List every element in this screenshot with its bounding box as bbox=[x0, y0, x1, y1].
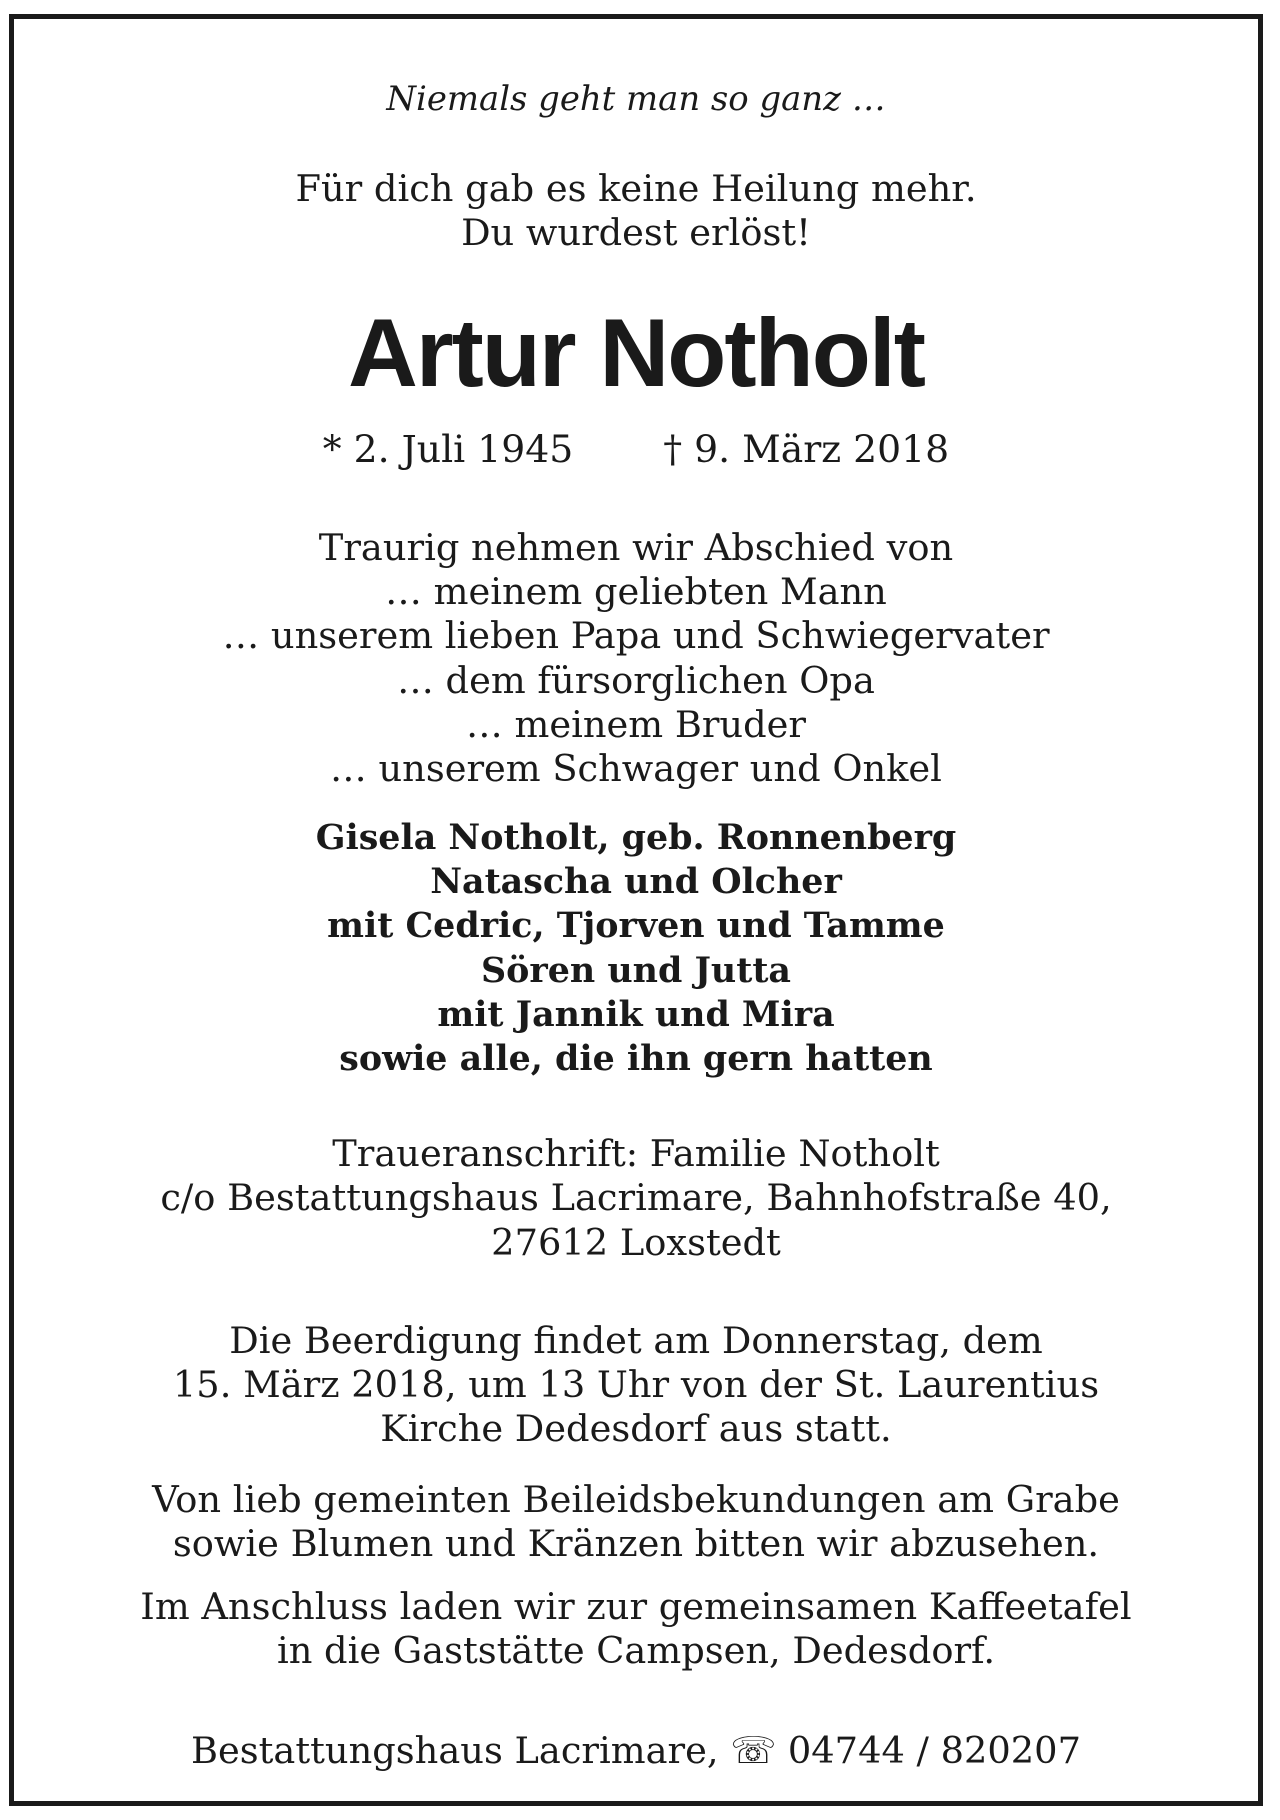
motto: Niemals geht man so ganz … bbox=[386, 79, 886, 118]
death-date: † 9. März 2018 bbox=[663, 427, 950, 471]
reception-line: Im Anschluss laden wir zur gemeinsamen Kaffeetafel bbox=[140, 1585, 1132, 1628]
farewell-line: … meinem geliebten Mann bbox=[385, 570, 887, 613]
obituary-notice bbox=[9, 14, 1263, 1806]
funeral-line: 15. März 2018, um 13 Uhr von der St. Laurentius bbox=[172, 1363, 1100, 1406]
birth-date: * 2. Juli 1945 bbox=[322, 427, 574, 471]
mourner-line: Natascha und Olcher bbox=[430, 861, 842, 902]
condolence-line: Von lieb gemeinten Beileidsbekundungen am Grabe bbox=[152, 1478, 1120, 1521]
reception-line: in die Gaststätte Campsen, Dedesdorf. bbox=[276, 1629, 996, 1672]
funeral-line: Kirche Dedesdorf aus statt. bbox=[380, 1407, 892, 1450]
intro-line: Du wurdest erlöst! bbox=[461, 211, 811, 254]
funeral-home-contact: Bestattungshaus Lacrimare, ☏ 04744 / 820207 bbox=[191, 1729, 1081, 1772]
farewell-line: … unserem Schwager und Onkel bbox=[330, 747, 942, 790]
life-dates bbox=[14, 427, 1258, 471]
mourner-line: mit Cedric, Tjorven und Tamme bbox=[327, 905, 945, 946]
mourner-line: mit Jannik und Mira bbox=[437, 994, 835, 1035]
address-line: 27612 Loxstedt bbox=[491, 1221, 781, 1264]
farewell-line: Traurig nehmen wir Abschied von bbox=[318, 526, 954, 569]
farewell-line: … unserem lieben Papa und Schwiegervater bbox=[222, 614, 1050, 657]
funeral-line: Die Beerdigung findet am Donnerstag, dem bbox=[229, 1319, 1043, 1362]
mourner-line: sowie alle, die ihn gern hatten bbox=[339, 1038, 933, 1079]
mourner-line: Sören und Jutta bbox=[480, 950, 791, 991]
deceased-name: Artur Notholt bbox=[348, 298, 924, 407]
mourner-line: Gisela Notholt, geb. Ronnenberg bbox=[315, 817, 957, 858]
address-line: Traueranschrift: Familie Notholt bbox=[332, 1132, 940, 1175]
address-line: c/o Bestattungshaus Lacrimare, Bahnhofstraße 40, bbox=[160, 1176, 1112, 1219]
farewell-line: … meinem Bruder bbox=[466, 703, 806, 746]
farewell-line: … dem fürsorglichen Opa bbox=[397, 659, 875, 702]
condolence-line: sowie Blumen und Kränzen bitten wir abzusehen. bbox=[172, 1522, 1100, 1565]
intro-line: Für dich gab es keine Heilung mehr. bbox=[295, 167, 977, 210]
